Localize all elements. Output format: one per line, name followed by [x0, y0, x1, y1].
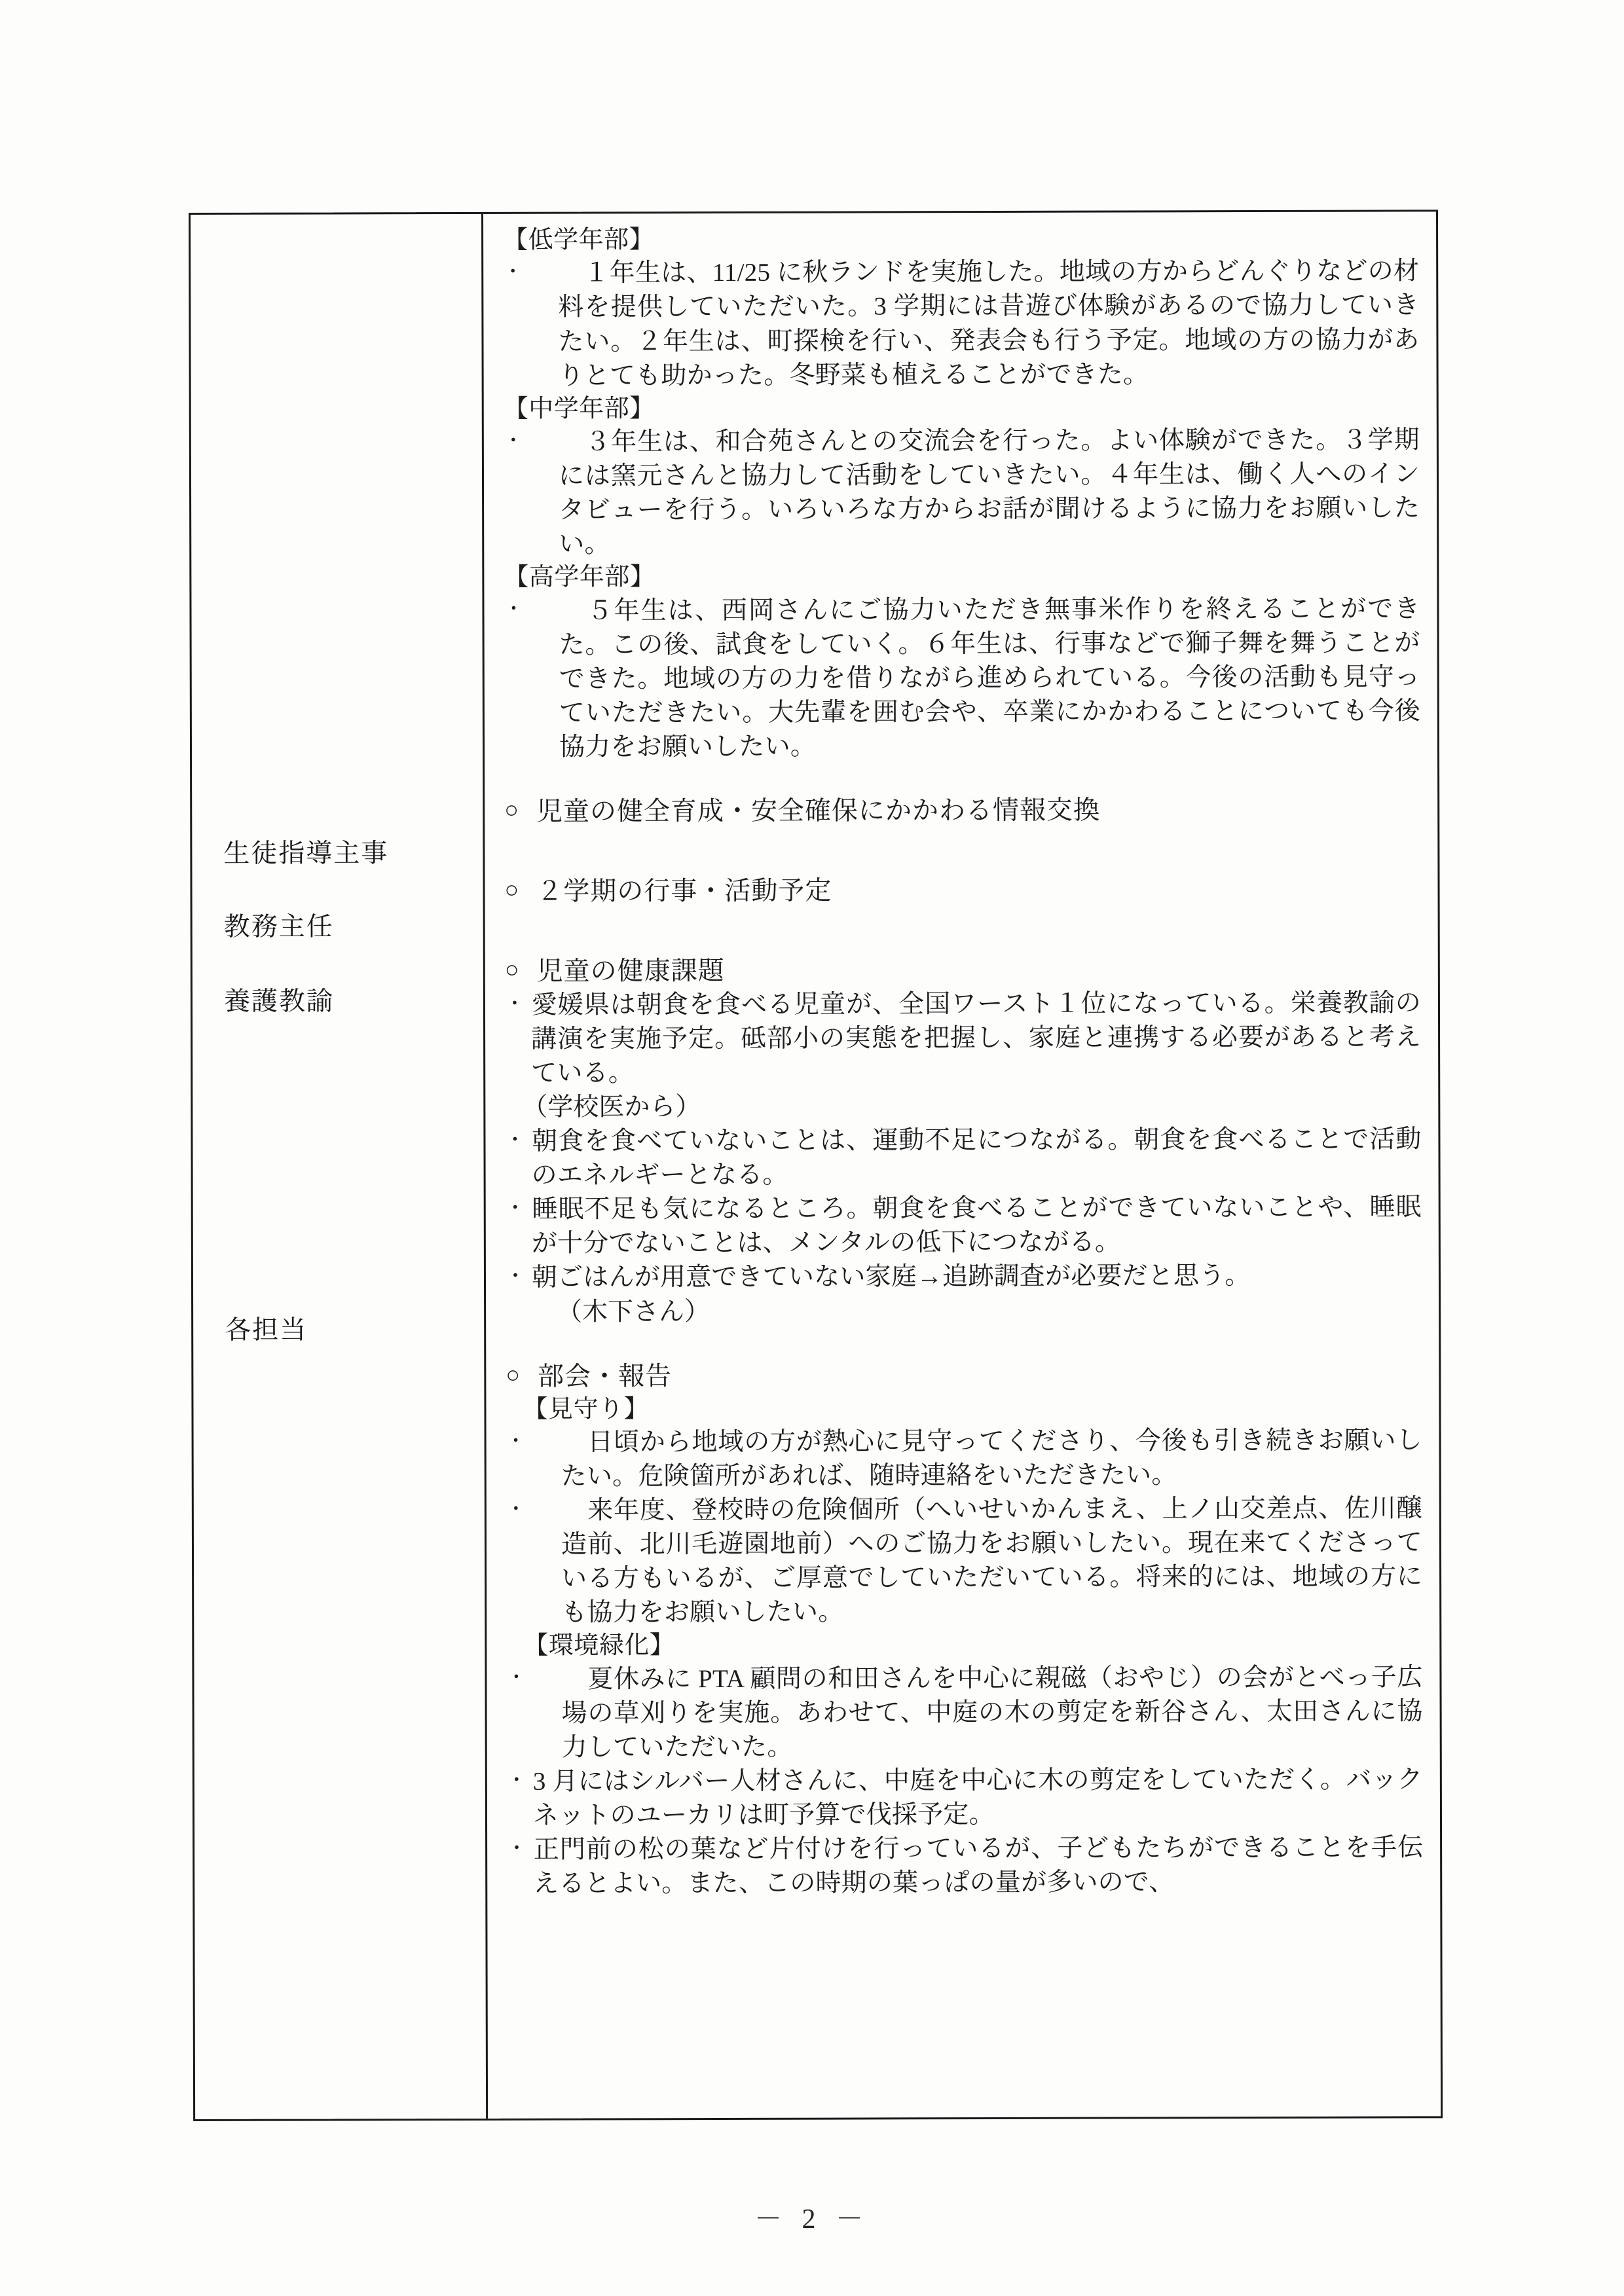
bullet-mark-icon: ・	[506, 1667, 526, 1689]
role-label-yougo-kyouyu: 養護教諭	[223, 986, 334, 1016]
item-kyoumu-shunin	[504, 872, 1420, 908]
bullet-doctor-0	[505, 1123, 1421, 1194]
spacer	[506, 1327, 1422, 1359]
bullet-mark-icon: ・	[505, 1197, 525, 1219]
bullet-doctor-1	[506, 1191, 1422, 1262]
content-column	[483, 211, 1441, 2119]
heading-mid-grade: 【中学年部】	[503, 394, 655, 423]
bullet-doctor-2-text: 朝ごはんが用意できていない家庭→追跡調査が必要だと思う。	[531, 1262, 1251, 1292]
role-column	[191, 214, 488, 2119]
item-kaku-tantou	[506, 1357, 1422, 1393]
bullet-ryokka-0	[506, 1660, 1422, 1765]
bullet-doctor-0-text: 朝食を食べていないことは、運動不足につながる。朝食を食べることで活動のエネルギーとなる。	[531, 1125, 1422, 1190]
bullet-high-grade	[504, 592, 1420, 765]
spacer	[505, 906, 1421, 954]
bullet-mid-grade-text: ３年生は、和合苑さんとの交流会を行った。よい体験ができた。３学期には窯元さんと協力して活動をしていきたい。４年生は、働く人へのインタビューを行う。いろいろな方からお話が聞けるように協力をお願いしたい。	[558, 426, 1420, 558]
bullet-low-grade	[503, 255, 1420, 393]
bullet-ryokka-1-text: 3 月にはシルバー人材さんに、中庭を中心に木の剪定をしていただく。バックネットのユーカリは町予算で伐採予定。	[532, 1765, 1423, 1830]
heading-low-grade: 【低学年部】	[503, 226, 655, 254]
role-label-kyoumu-shunin: 教務主任	[223, 911, 334, 941]
bullet-mark-icon: ・	[503, 429, 524, 452]
circle-mark-icon: ○	[506, 1361, 521, 1388]
role-label-seito-shidou: 生徒指導主事	[223, 838, 389, 868]
spacer	[504, 762, 1420, 794]
bullet-ryokka-2	[507, 1831, 1423, 1901]
bullet-high-grade-text: ５年生は、西岡さんにご協力いただき無事米作りを終えることができた。この後、試食をしていく。６年生は、行事などで獅子舞を舞うことができた。地域の方の力を借りながら進められている。今後の活動も見守っていただきたい。大先輩を囲む会や、卒業にかかわることについても今後協力をお願いしたい。	[559, 594, 1420, 761]
bullet-low-grade-text: １年生は、11/25 に秋ランドを実施した。地域の方からどんぐりなどの材料を提供していただいた。3 学期には昔遊び体験があるので協力していきたい。２年生は、町探検を行い、発表会も行う予定。地域の方の協力がありとても助かった。冬野菜も植えることができた。	[558, 257, 1420, 390]
bullet-mimamori-1-text: 来年度、登校時の危険個所（へいせいかんまえ、上ノ山交差点、佐川醸造前、北川毛遊園地前）へのご協力をお願いしたい。現在来てくださっている方もいるが、ご厚意でしていただいている。将来的には、地域の方にも協力をお願いしたい。	[561, 1494, 1423, 1627]
bullet-ryokka-1	[507, 1762, 1423, 1833]
bullet-ryokka-2-text: 正門前の松の葉など片付けを行っているが、子どもたちができることを手伝えるとよい。また、この時期の葉っぱの量が多いので、	[533, 1833, 1424, 1898]
circle-mark-icon: ○	[504, 796, 520, 823]
bullet-mark-icon: ・	[504, 993, 525, 1015]
bullet-mimamori-0	[506, 1423, 1422, 1494]
bullet-doctor-2	[506, 1259, 1422, 1295]
role-label-kaku-tantou: 各担当	[225, 1315, 308, 1345]
item-seito-shidou-text: 児童の健全育成・安全確保にかかわる情報交換	[536, 795, 1101, 826]
item-kaku-tantou-text: 部会・報告	[538, 1360, 673, 1391]
item-yougo-kyouyu	[505, 952, 1421, 988]
bullet-mark-icon: ・	[505, 1265, 526, 1287]
bullet-mid-grade	[504, 423, 1420, 562]
circle-mark-icon: ○	[504, 876, 520, 903]
bullet-mimamori-0-text: 日頃から地域の方が熱心に見守ってくださり、今後も引き続きお願いしたい。危険箇所があれば、随時連絡をいただきたい。	[561, 1426, 1422, 1491]
bullet-doctor-1-text: 睡眠不足も気になるところ。朝食を食べることができていないことや、睡眠が十分でないことは、メンタルの低下につながる。	[531, 1193, 1422, 1258]
minutes-table	[189, 210, 1443, 2121]
item-kyoumu-shunin-text: ２学期の行事・活動予定	[536, 875, 832, 906]
bullet-mimamori-1	[506, 1492, 1423, 1631]
page-number: － 2 －	[754, 2204, 870, 2234]
heading-high-grade: 【高学年部】	[504, 563, 655, 592]
bullet-yougo-0	[505, 986, 1421, 1091]
bullet-mark-icon: ・	[506, 1430, 526, 1452]
bullet-mark-icon: ・	[507, 1837, 527, 1859]
doctor-attribution: （木下さん）	[557, 1297, 710, 1326]
school-doctor-label: （学校医から）	[522, 1093, 701, 1121]
bullet-mark-icon: ・	[506, 1498, 526, 1520]
heading-ryokka: 【環境緑化】	[523, 1631, 675, 1660]
bullet-mark-icon: ・	[503, 261, 523, 283]
bullet-mark-icon: ・	[506, 1769, 527, 1791]
spacer	[504, 826, 1420, 874]
heading-mimamori: 【見守り】	[523, 1394, 650, 1423]
bullet-mark-icon: ・	[504, 598, 524, 621]
bullet-ryokka-0-text: 夏休みに PTA 顧問の和田さんを中心に親磁（おやじ）の会がとべっ子広場の草刈りを実施。あわせて、中庭の木の剪定を新谷さん、太田さんに協力していただいた。	[561, 1663, 1423, 1762]
item-seito-shidou	[504, 792, 1420, 828]
bullet-yougo-0-text: 愛媛県は朝食を食べる児童が、全国ワースト１位になっている。栄養教諭の講演を実施予定。砥部小の実態を把握し、家庭と連携する必要があると考えている。	[530, 989, 1422, 1087]
item-yougo-kyouyu-text: 児童の健康課題	[536, 955, 725, 986]
bullet-mark-icon: ・	[505, 1129, 525, 1151]
circle-mark-icon: ○	[504, 956, 520, 983]
